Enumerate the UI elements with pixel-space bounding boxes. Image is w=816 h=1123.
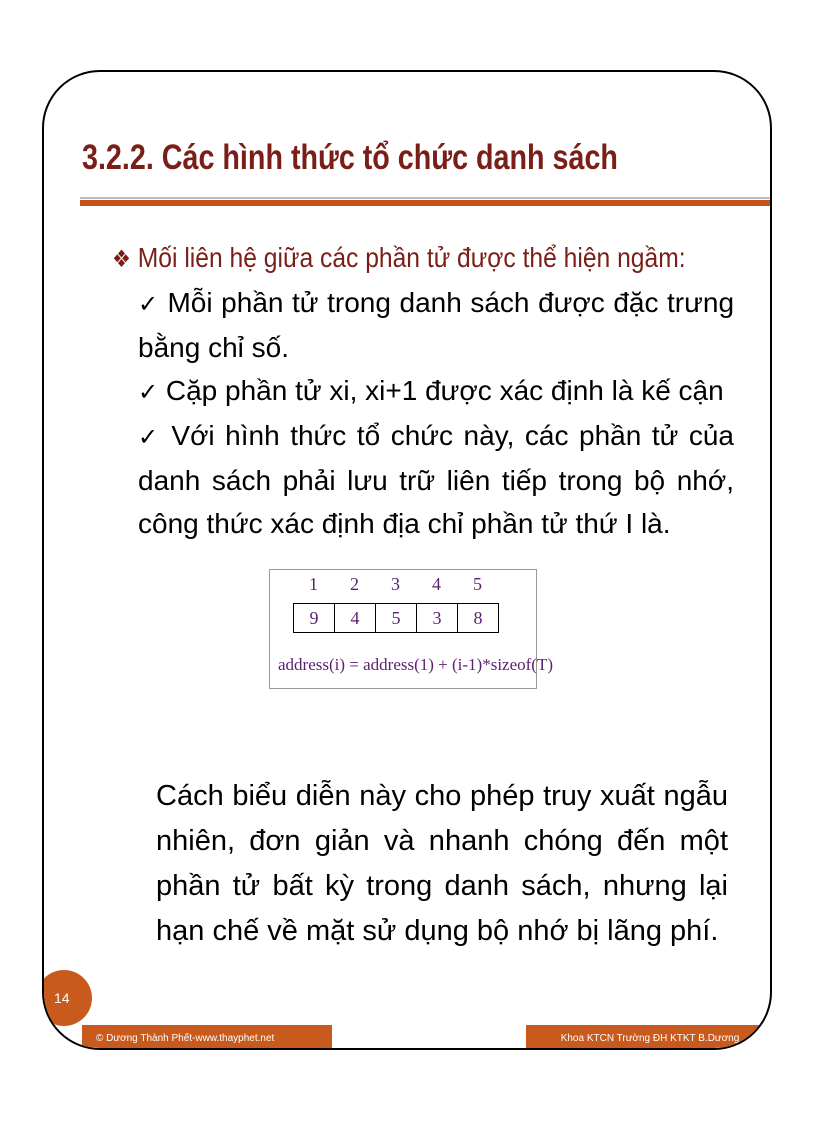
array-cell: 3 [417,604,458,632]
list-item [138,281,734,369]
bullet-heading-text: Mối liên hệ giữa các phần tử được thể hiện ngầm: [137,242,686,273]
array-index: 3 [391,574,400,594]
list-item [138,369,734,414]
list-item-text: Với hình thức tổ chức này, các phần tử của danh sách phải lưu trữ liên tiếp trong bộ nhớ, công thức xác định địa chỉ phần tử thứ I là. [138,420,735,539]
array-cell-row [293,603,499,633]
title-underline [80,197,770,206]
array-cell: 5 [376,604,417,632]
page-number-badge: 14 [42,970,92,1026]
array-figure [269,569,554,689]
footer-institution: Khoa KTCN Trường ĐH KTKT B.Dương [526,1025,772,1050]
slide-title: 3.2.2. Các hình thức tổ chức danh sách [82,138,618,177]
slide-frame [42,70,772,1050]
array-cell: 9 [294,604,335,632]
footer-author: © Dương Thành Phết-www.thayphet.net [82,1025,332,1050]
array-cell: 4 [335,604,376,632]
address-formula: address(i) = address(1) + (i-1)*sizeof(T) [278,655,554,674]
checkmark-icon: ✓ [138,290,159,318]
array-index-row [293,574,498,594]
checkmark-icon: ✓ [138,378,159,406]
list-item-text: Mỗi phần tử trong danh sách được đặc trưng bằng chỉ số. [138,287,735,363]
summary-paragraph: Cách biểu diễn này cho phép truy xuất ngẫu nhiên, đơn giản và nhanh chóng đến một phần tử bất kỳ trong danh sách, nhưng lại hạn chế về mặt sử dụng bộ nhớ bị lãng phí. [156,780,728,947]
checkmark-icon: ✓ [138,423,161,451]
array-index: 1 [309,574,318,594]
diamond-bullet-icon: ❖ [112,246,131,273]
array-index: 4 [432,574,441,594]
array-cell: 8 [458,604,499,632]
array-index: 5 [473,574,482,594]
list-item-text: Cặp phần tử xi, xi+1 được xác định là kế cận [165,375,724,406]
list-item [138,414,734,545]
slide-content [112,236,735,689]
bullet-heading [112,236,686,281]
array-index: 2 [350,574,359,594]
